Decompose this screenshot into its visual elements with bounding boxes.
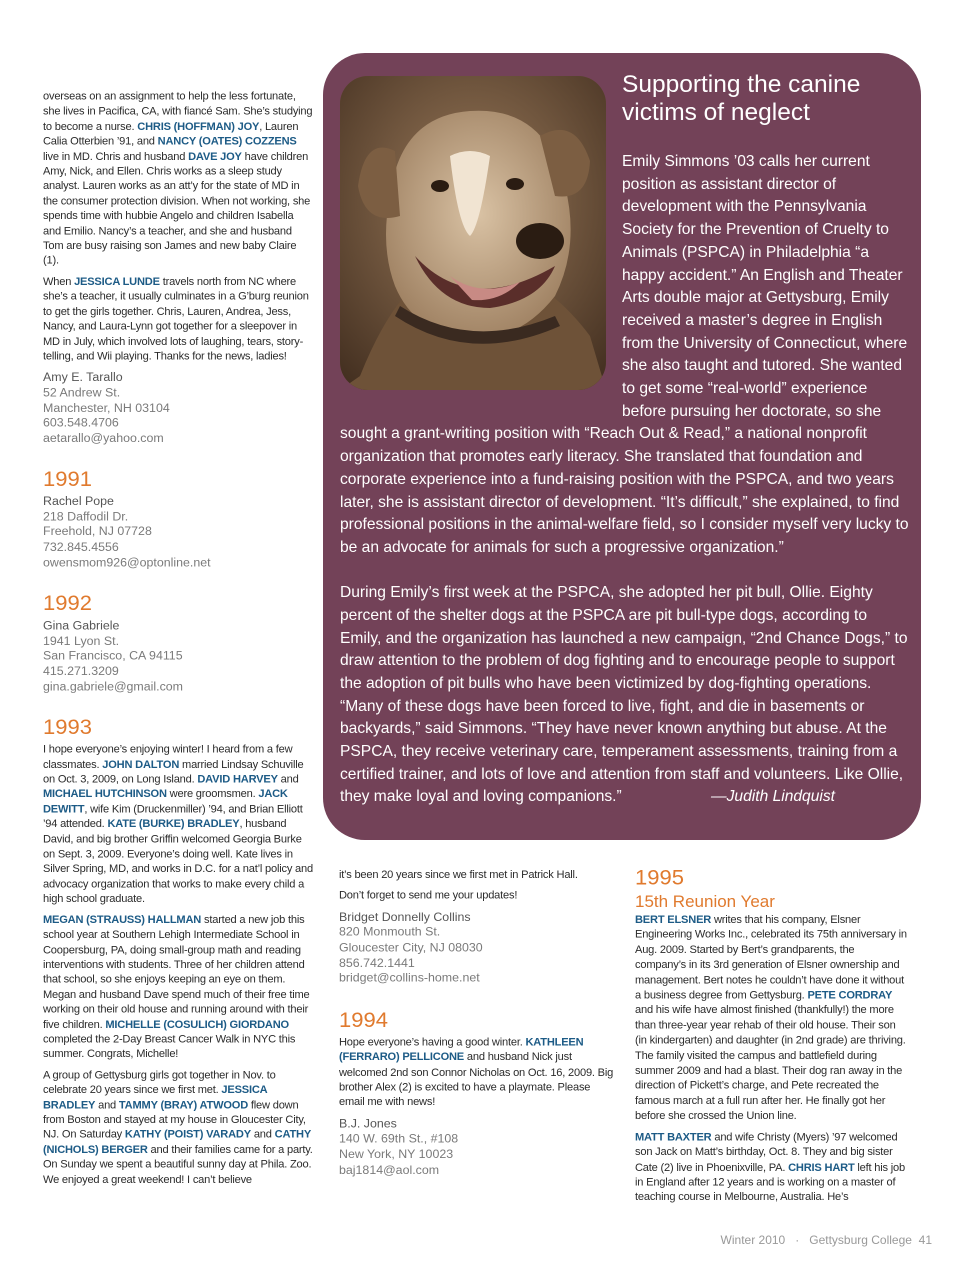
page-number: 41 [918, 1233, 932, 1247]
correspondent-phone: 732.845.4556 [43, 540, 119, 554]
feature-body [340, 151, 910, 809]
classmate-name: DAVE JOY [188, 150, 242, 163]
class-year-heading: 1992 [43, 590, 92, 616]
correspondent-street: 218 Daffodil Dr. [43, 509, 129, 524]
classmate-name: KATHY (POIST) VARADY [124, 1129, 251, 1141]
classmate-name: MICHELLE (COSULICH) GIORDANO [105, 1018, 289, 1031]
correspondent-name: Gina Gabriele [43, 618, 120, 633]
class-note-paragraph: When JESSICA LUNDE travels north from NC where she’s a teacher, it usually culminates in a G’burg reunion to get the girls together. Chris, Lauren, Andrea, Jess, Nancy, and Laura-Lynn got together for a sleepover in MD in July, which involved lots of laughing, tears, story-telling, and Wii playing. Thanks for the news, ladies! [43, 276, 309, 363]
class-correspondent-contact [43, 371, 313, 447]
classmate-name: KATE (BURKE) BRADLEY [107, 818, 240, 831]
correspondent-phone: 603.548.4706 [43, 416, 119, 430]
publication-name: Gettysburg College [809, 1233, 912, 1247]
classmate-name: BERT ELSNER [635, 914, 712, 926]
correspondent-city: Freehold, NJ 07728 [43, 525, 152, 539]
classmate-name: JOHN DALTON [102, 758, 180, 771]
feature-paragraph: During Emily’s first week at the PSPCA, she adopted her pit bull, Ollie. Eighty percent of the shelter dogs at the PSPCA are pit bull-type dogs, according to Emily, and the organization has launched a new campaign, “2nd Chance Dogs,” to draw attention to the problem of dog fighting and to encourage people to support the adoption of pit bulls who have been victimized by dog-fighting operations. “Many of these dogs have been forced to live, fight, and die in basements or backyards,” said Simmons. “They have never known anything but abuse. At the PSPCA, they receive veterinary care, temperament assessments, training from a certified trainer, and lots of love and attention from staff and volunteers. Like Ollie, they make loyal and loving companions.” [340, 584, 908, 806]
classmate-name: JESSICA BRADLEY [43, 1084, 268, 1111]
classmate-name: CHRIS (HOFFMAN) JOY [137, 120, 260, 133]
feature-sidebar [323, 53, 921, 840]
class-note-paragraph: BERT ELSNER writes that his company, Elsner Engineering Works Inc., celebrated its 75th anniversary in Aug. 2009. Started by Bert’s grandparents, the company’s in its 3rd generation of Elsner ownership and management. Bert notes he couldn’t have done it without a business degree from Gettysburg. PETE CORDRAY and his wife have almost finished (thankfully!) the more than three-year year rehab of their old house. Their son (in kindergarten) and daughter (in 2nd grade) are thriving. The family visited the campus and battlefield during summer 2009 and had a blast. Their dog ran away in the direction of Pickett’s charge, and Pete recreated the famous march at a full run after her. He finally got her before she crossed the Union line. [635, 914, 907, 1123]
left-column [43, 90, 313, 1194]
classmate-name: MICHAEL HUTCHINSON [43, 788, 167, 801]
classmate-name: TAMMY (BRAY) ATWOOD [118, 1099, 249, 1111]
reunion-subtitle: 15th Reunion Year [635, 892, 775, 912]
classmate-name: CHRIS HART [788, 1161, 855, 1174]
correspondent-street: 140 W. 69th St., #108 [339, 1132, 459, 1146]
class-year-heading: 1994 [339, 1006, 388, 1032]
class-note-paragraph: I hope everyone’s enjoying winter! I heard from a few classmates. JOHN DALTON married Lindsay Schuville on Oct. 3, 2009, on Long Island. DAVID HARVEY and MICHAEL HUTCHINSON were groomsmen. JACK DEWITT, wife Kim (Druckenmiller) ’94, and Brian Elliott ’94 attended. KATE (BURKE) BRADLEY, husband David, and big brother Griffin welcomed Georgia Burke on Sept. 3, 2009. Everyone’s doing well. Kate lives in Silver Spring, MD, and works in D.C. for a nat’l policy and advocacy organization that works to make every child a high school graduate. [43, 743, 313, 906]
correspondent-email: gina.gabriele@gmail.com [43, 679, 183, 693]
correspondent-email: owensmom926@optonline.net [43, 555, 211, 569]
classmate-name: CATHY (NICHOLS) BERGER [43, 1129, 311, 1156]
feature-paragraph-wrap [340, 582, 910, 809]
feature-title: Supporting the canine victims of neglect [622, 71, 861, 126]
classmate-name: PETE CORDRAY [807, 989, 893, 1002]
issue-label: Winter 2010 [720, 1233, 786, 1247]
class-note-paragraph: A group of Gettysburg girls got together in Nov. to celebrate 20 years since we first met. JESSICA BRADLEY and TAMMY (BRAY) ATWOOD flew down from Boston and stayed at my house in Gloucester City, NJ. On Saturday KATHY (POIST) VARADY and CATHY (NICHOLS) BERGER and their families came for a party. On Sunday we spent a beautiful sunny day at Phila. Zoo. We enjoyed a great weekend! I can’t believe [43, 1069, 313, 1186]
class-note-paragraph: it’s been 20 years since we first met in Patrick Hall. [339, 868, 578, 881]
feature-paragraph: Emily Simmons ’03 calls her current position as assistant director of development with the Pennsylvania Society for the Prevention of Cruelty to Animals (PSPCA) in Philadelphia “a happy accident.” An English and Theater Arts double major at Gettysburg, Emily received a master’s degree in English from the University of Connecticut, where she also taught and tutored. She wanted to get some “real-world” experience before pursuing her doctorate, so she sought a grant-writing position with “Reach Out & Read,” a national nonprofit organization that promotes early literacy. She translated that foundation and corporate experience into a fund-raising position with the PSPCA, and two years later, she is assistant director of development. “It’s difficult,” she explained, to find professional positions in the animal-welfare field, so I consider myself very lucky to be an advocate for animals for such a progressive organization.” [340, 153, 909, 556]
class-year-heading: 1991 [43, 466, 92, 491]
class-correspondent-contact [339, 1117, 617, 1178]
correspondent-street: 820 Monmouth St. [339, 925, 441, 939]
classmate-name: JACK DEWITT [43, 788, 288, 816]
class-correspondent-contact [43, 495, 313, 571]
right-column [635, 866, 907, 1212]
class-note-paragraph: MEGAN (STRAUSS) HALLMAN started a new job this school year at Southern Lehigh Intermediate School in Coopersburg, PA, doing small-group math and reading interventions with students. Three of her children attend that school, so she enjoys keeping an eye on them. Megan and husband Dave spend much of their free time working on their old house and running around with their five children. MICHELLE (COSULICH) GIORDANO completed the 2-Day Breast Cancer Walk in NYC this summer. Congrats, Michelle! [43, 914, 310, 1061]
class-note-paragraph: overseas on an assignment to help the less fortunate, she lives in Pacifica, CA, with fiancé Sam. She’s studying to become a nurse. CHRIS (HOFFMAN) JOY, Lauren Calia Otterbien ’91, and NANCY (OATES) COZZENS live in MD. Chris and husband DAVE JOY have children Amy, Nick, and Ellen. Chris works as a sleep study analyst. Lauren works as an att’y for the state of MD in the consumer protection division. When not working, she spends time with hubbie Angelo and children Isabella and Emilio. Nancy’s a teacher, and she and husband Tom are busy raising son James and new baby Claire (1). [43, 90, 313, 267]
classmate-name: MATT BAXTER [635, 1131, 712, 1144]
correspondent-name: Rachel Pope [43, 494, 114, 509]
class-correspondent-contact [339, 910, 617, 986]
correspondent-name: Bridget Donnelly Collins [339, 909, 471, 924]
middle-column [339, 868, 617, 1178]
correspondent-street: 1941 Lyon St. [43, 634, 120, 648]
correspondent-city: New York, NY 10023 [339, 1147, 454, 1162]
correspondent-phone: 415.271.3209 [43, 664, 119, 678]
class-note-paragraph: Hope everyone’s having a good winter. KATHLEEN (FERRARO) PELLICONE and husband Nick just welcomed 2nd son Connor Nicholas on Oct. 16, 2009. Big brother Alex (2) is excited to have a playmate. Please email me with news! [339, 1036, 614, 1109]
correspondent-city: Gloucester City, NJ 08030 [339, 940, 483, 955]
feature-byline: —Judith Lindquist [711, 788, 835, 806]
classmate-name: MEGAN (STRAUSS) HALLMAN [43, 914, 202, 926]
classmate-name: JESSICA LUNDE [74, 276, 160, 288]
correspondent-email: bridget@collins-home.net [339, 971, 480, 985]
class-year-heading: 1993 [43, 714, 92, 740]
page-footer [721, 1233, 932, 1247]
correspondent-name: B.J. Jones [339, 1116, 397, 1131]
class-note-paragraph: Don’t forget to send me your updates! [339, 889, 518, 902]
class-note-paragraph: MATT BAXTER and wife Christy (Myers) ’97 welcomed son Jack on Matt’s birthday, Oct. 8. They and big sister Cate (2) live in Phoenixville, PA. CHRIS HART left his job in England after 12 years and is working on a master of teaching course in Melbourne, Australia. He’s [635, 1131, 905, 1204]
class-year-heading: 1995 [635, 865, 684, 890]
classmate-name: DAVID HARVEY [197, 773, 278, 786]
classmate-name: KATHLEEN (FERRARO) PELLICONE [339, 1036, 584, 1064]
correspondent-street: 52 Andrew St. [43, 385, 121, 400]
class-correspondent-contact [43, 619, 313, 695]
classmate-name: NANCY (OATES) COZZENS [157, 135, 297, 148]
correspondent-phone: 856.742.1441 [339, 955, 415, 970]
correspondent-email: aetarallo@yahoo.com [43, 431, 164, 445]
correspondent-email: baj1814@aol.com [339, 1162, 440, 1177]
correspondent-city: San Francisco, CA 94115 [43, 649, 183, 663]
correspondent-name: Amy E. Tarallo [43, 370, 123, 385]
footer-separator: · [795, 1233, 800, 1247]
correspondent-city: Manchester, NH 03104 [43, 400, 170, 415]
